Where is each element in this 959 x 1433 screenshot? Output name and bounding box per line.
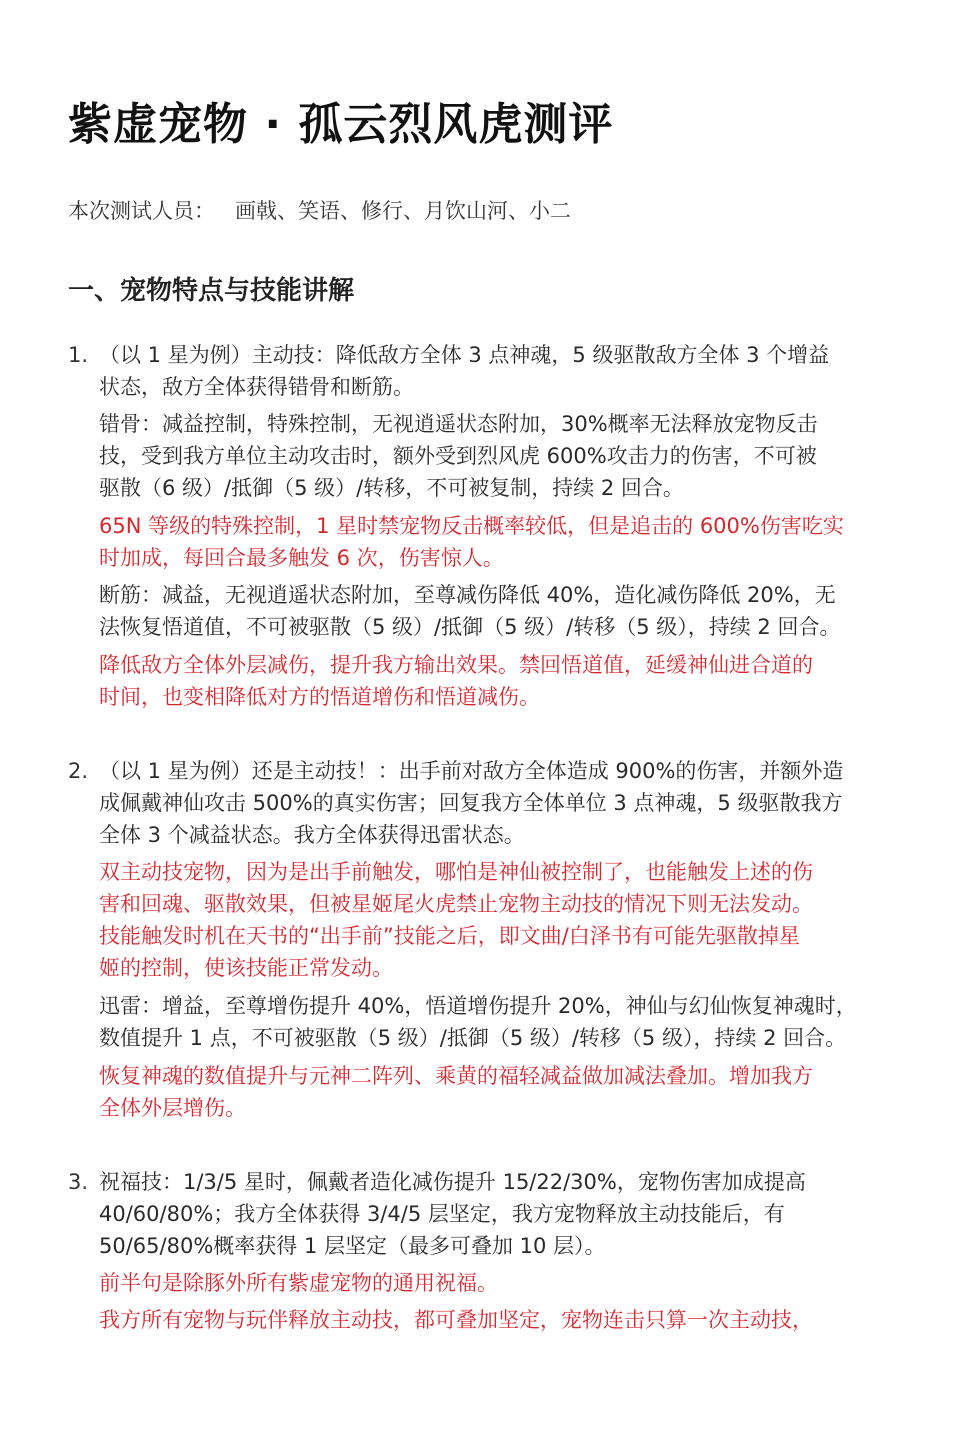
item-main-line: 状态，敌方全体获得错骨和断筋。 [99, 375, 414, 399]
comment-line: 全体外层增伤。 [99, 1096, 246, 1120]
item-main-line: 祝福技：1/3/5 星时，佩戴者造化减伤提升 15/22/30%，宠物伤害加成提高 [99, 1170, 806, 1194]
comment-line: 技能触发时机在天书的“出手前”技能之后，即文曲/白泽书有可能先驱散掉星 [99, 924, 800, 948]
item-main-line: 成佩戴神仙攻击 500%的真实伤害；回复我方全体单位 3 点神魂，5 级驱散我方 [99, 791, 843, 815]
item-main-line: （以 1 星为例）主动技：降低敌方全体 3 点神魂，5 级驱散敌方全体 3 个增益 [99, 343, 830, 367]
section-heading: 一、宠物特点与技能讲解 [68, 276, 355, 306]
comment-line: 时间，也变相降低对方的悟道增伤和悟道减伤。 [99, 685, 540, 709]
comment-line: 降低敌方全体外层减伤，提升我方输出效果。禁回悟道值，延缓神仙进合道的 [99, 653, 813, 677]
comment-line: 恢复神魂的数值提升与元神二阵列、乘黄的福轻减益做加减法叠加。增加我方 [99, 1064, 813, 1088]
status-line: 迅雷：增益，至尊增伤提升 40%，悟道增伤提升 20%，神仙与幻仙恢复神魂时， [99, 994, 857, 1018]
comment-line: 害和回魂、驱散效果，但被星姬尾火虎禁止宠物主动技的情况下则无法发动。 [99, 892, 813, 916]
comment-line: 前半句是除豚外所有紫虚宠物的通用祝福。 [99, 1271, 498, 1295]
comment-line: 65N 等级的特殊控制，1 星时禁宠物反击概率较低，但是追击的 600%伤害吃实 [99, 514, 844, 538]
comment-line: 我方所有宠物与玩伴释放主动技，都可叠加坚定，宠物连击只算一次主动技， [99, 1308, 813, 1332]
testers-names: 画戟、笑语、修行、月饮山河、小二 [235, 199, 571, 223]
status-line: 断筋：减益，无视逍遥状态附加，至尊减伤降低 40%，造化减伤降低 20%，无 [99, 583, 836, 607]
item-number: 1. [68, 343, 89, 367]
item-number: 3. [68, 1170, 89, 1194]
comment-line: 时加成，每回合最多触发 6 次，伤害惊人。 [99, 546, 504, 570]
status-line: 驱散（6 级）/抵御（5 级）/转移，不可被复制，持续 2 回合。 [99, 476, 684, 500]
comment-line: 姬的控制，使该技能正常发动。 [99, 956, 393, 980]
testers-label: 本次测试人员： [68, 199, 215, 223]
status-line: 技，受到我方单位主动攻击时，额外受到烈风虎 600%攻击力的伤害，不可被 [99, 444, 817, 468]
status-line: 数值提升 1 点，不可被驱散（5 级）/抵御（5 级）/转移（5 级），持续 2 回合。 [99, 1026, 847, 1050]
item-main-line: （以 1 星为例）还是主动技！：出手前对敌方全体造成 900%的伤害，并额外造 [99, 759, 844, 783]
page-title: 紫虚宠物 · 孤云烈风虎测评 [68, 99, 614, 150]
comment-line: 双主动技宠物，因为是出手前触发，哪怕是神仙被控制了，也能触发上述的伤 [99, 860, 813, 884]
item-main-line: 50/65/80%概率获得 1 层坚定（最多可叠加 10 层）。 [99, 1234, 606, 1258]
testers-line [68, 195, 571, 225]
status-line: 法恢复悟道值，不可被驱散（5 级）/抵御（5 级）/转移（5 级），持续 2 回合。 [99, 615, 841, 639]
item-number: 2. [68, 759, 89, 783]
item-main-line: 全体 3 个减益状态。我方全体获得迅雷状态。 [99, 823, 525, 847]
item-main-line: 40/60/80%；我方全体获得 3/4/5 层坚定，我方宠物释放主动技能后，有 [99, 1202, 785, 1226]
status-line: 错骨：减益控制，特殊控制，无视逍遥状态附加，30%概率无法释放宠物反击 [99, 412, 818, 436]
